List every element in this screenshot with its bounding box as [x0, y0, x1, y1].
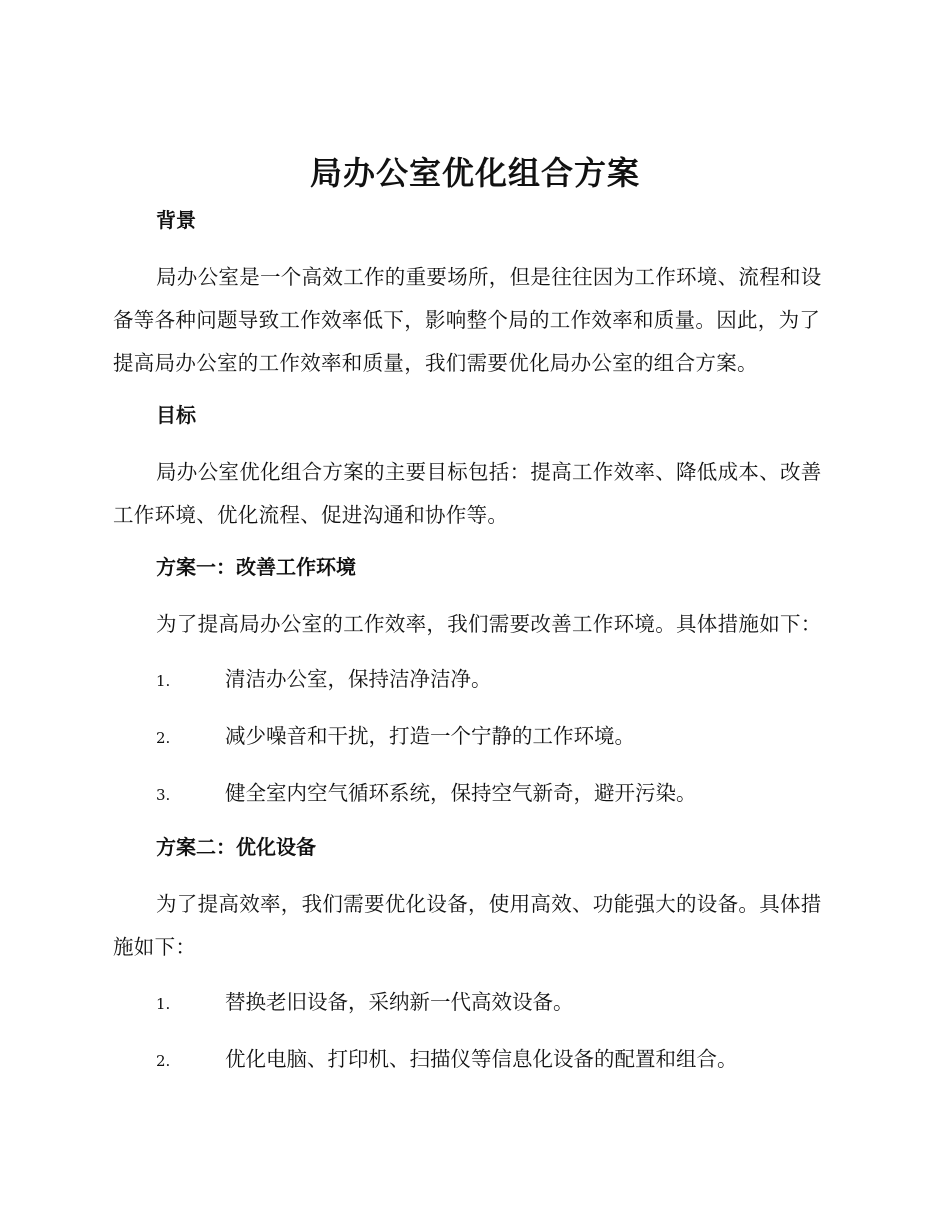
paragraph: 为了提高局办公室的工作效率，我们需要改善工作环境。具体措施如下：	[156, 612, 822, 636]
list-item-number: 2.	[156, 729, 171, 747]
section-heading-plan-one: 方案一：改善工作环境	[156, 555, 356, 579]
numbered-list	[113, 981, 833, 1083]
document-title: 局办公室优化组合方案	[309, 154, 640, 192]
section-heading-plan-two: 方案二：优化设备	[156, 835, 316, 859]
paragraph: 为了提高效率，我们需要优化设备，使用高效、功能强大的设备。具体措施如下：	[113, 892, 822, 959]
numbered-list	[113, 658, 833, 817]
list-item-number: 3.	[156, 786, 171, 804]
list-item-text: 健全室内空气循环系统，保持空气新奇，避开污染。	[225, 781, 697, 805]
paragraph: 局办公室优化组合方案的主要目标包括：提高工作效率、降低成本、改善工作环境、优化流程、促进沟通和协作等。	[113, 460, 822, 527]
list-item-number: 2.	[156, 1052, 171, 1070]
list-item	[113, 981, 833, 1026]
section-heading-background: 背景	[156, 208, 196, 232]
list-item-text: 清洁办公室，保持洁净洁净。	[225, 667, 492, 691]
list-item	[113, 658, 833, 703]
list-item-text: 替换老旧设备，采纳新一代高效设备。	[225, 990, 574, 1014]
list-item-number: 1.	[156, 672, 171, 690]
paragraph: 局办公室是一个高效工作的重要场所，但是往往因为工作环境、流程和设备等各种问题导致工作效率低下，影响整个局的工作效率和质量。因此，为了提高局办公室的工作效率和质量，我们需要优化局办公室的组合方案。	[113, 265, 822, 375]
list-item	[113, 1038, 833, 1083]
list-item-text: 减少噪音和干扰，打造一个宁静的工作环境。	[225, 724, 635, 748]
list-item-number: 1.	[156, 995, 171, 1013]
document-body	[113, 202, 833, 1095]
section-heading-goals: 目标	[156, 403, 196, 427]
list-item-text: 优化电脑、打印机、扫描仪等信息化设备的配置和组合。	[225, 1047, 738, 1071]
list-item	[113, 715, 833, 760]
list-item	[113, 772, 833, 817]
